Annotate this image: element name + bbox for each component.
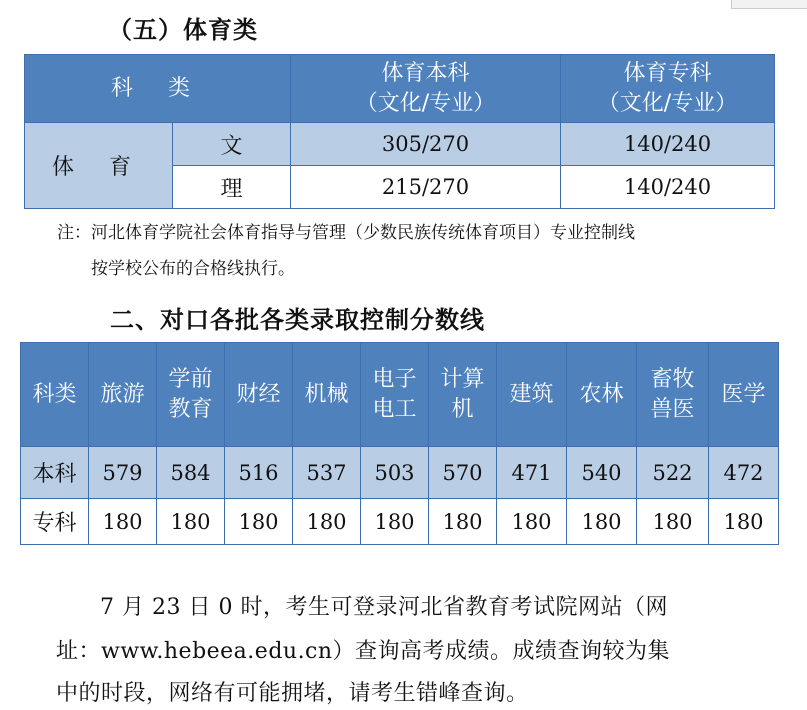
col-medicine: 医学 bbox=[709, 343, 779, 447]
vocational-section-heading: 二、对口各批各类录取控制分数线 bbox=[110, 306, 485, 334]
table-cell: 180 bbox=[637, 499, 709, 545]
col-architecture: 建筑 bbox=[497, 343, 567, 447]
paragraph-line-3: 中的时段，网络有可能拥堵，请考生错峰查询。 bbox=[56, 681, 529, 706]
table-cell: 180 bbox=[361, 499, 429, 545]
table-cell: 180 bbox=[497, 499, 567, 545]
row-label-arts: 文 bbox=[173, 123, 291, 166]
paragraph-line-2: 址：www.hebeea.edu.cn）查询高考成绩。成绩查询较为集 bbox=[56, 639, 671, 664]
row-label-science: 理 bbox=[173, 166, 291, 209]
table-cell: 570 bbox=[429, 447, 497, 499]
col-tourism: 旅游 bbox=[89, 343, 157, 447]
vocational-score-table bbox=[20, 342, 779, 545]
window-corner-widget bbox=[731, 0, 807, 9]
table-cell: 180 bbox=[709, 499, 779, 545]
col-mechanics: 机械 bbox=[293, 343, 361, 447]
cell-arts-undergrad: 305/270 bbox=[291, 123, 561, 166]
table-cell: 180 bbox=[225, 499, 293, 545]
col-computer: 计算 机 bbox=[429, 343, 497, 447]
table-cell: 540 bbox=[567, 447, 637, 499]
header-category: 科 类 bbox=[25, 55, 291, 123]
table-cell: 503 bbox=[361, 447, 429, 499]
header-undergrad: 体育本科 （文化/专业） bbox=[291, 55, 561, 123]
col-agriculture: 农林 bbox=[567, 343, 637, 447]
col-veterinary: 畜牧 兽医 bbox=[637, 343, 709, 447]
row-label-undergrad: 本科 bbox=[21, 447, 89, 499]
col-electronics: 电子 电工 bbox=[361, 343, 429, 447]
table-cell: 522 bbox=[637, 447, 709, 499]
paragraph-line-1: 7 月 23 日 0 时，考生可登录河北省教育考试院网站（网 bbox=[100, 595, 668, 620]
col-finance: 财经 bbox=[225, 343, 293, 447]
table-cell: 584 bbox=[157, 447, 225, 499]
table-cell: 579 bbox=[89, 447, 157, 499]
table-cell: 180 bbox=[157, 499, 225, 545]
sport-section-heading: （五）体育类 bbox=[108, 16, 258, 44]
row-label-junior: 专科 bbox=[21, 499, 89, 545]
table-cell: 180 bbox=[89, 499, 157, 545]
sport-note-line-2: 按学校公布的合格线执行。 bbox=[91, 259, 295, 279]
table-cell: 472 bbox=[709, 447, 779, 499]
table-cell: 516 bbox=[225, 447, 293, 499]
header-junior-college: 体育专科 （文化/专业） bbox=[561, 55, 775, 123]
table-cell: 471 bbox=[497, 447, 567, 499]
table-cell: 537 bbox=[293, 447, 361, 499]
table-cell: 180 bbox=[293, 499, 361, 545]
col-preschool-education: 学前 教育 bbox=[157, 343, 225, 447]
vocational-header-label: 科类 bbox=[21, 343, 89, 447]
sport-score-table bbox=[24, 54, 775, 209]
table-cell: 180 bbox=[429, 499, 497, 545]
cell-science-junior: 140/240 bbox=[561, 166, 775, 209]
sport-group-label: 体 育 bbox=[25, 123, 173, 209]
sport-note-line-1: 注：河北体育学院社会体育指导与管理（少数民族传统体育项目）专业控制线 bbox=[57, 223, 635, 243]
table-cell: 180 bbox=[567, 499, 637, 545]
cell-arts-junior: 140/240 bbox=[561, 123, 775, 166]
cell-science-undergrad: 215/270 bbox=[291, 166, 561, 209]
